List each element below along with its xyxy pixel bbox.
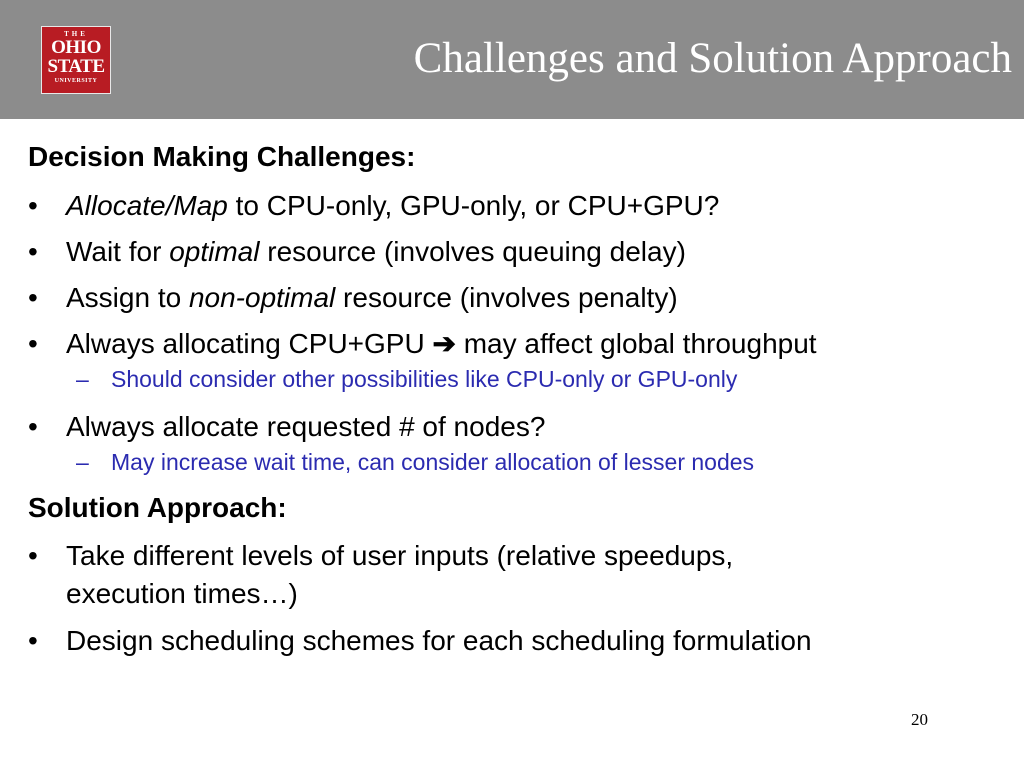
sub-bullet-text: May increase wait time, can consider allocation of lesser nodes	[111, 448, 755, 475]
sub-bullet-dash: –	[76, 365, 89, 392]
bullet-text-pre: Always allocating CPU+GPU	[66, 327, 433, 359]
challenge-bullet-allocate	[28, 187, 1003, 225]
challenge-bullet-assign	[28, 279, 1003, 317]
header-bar	[0, 0, 1024, 119]
bullet-emphasis: non-optimal	[188, 281, 336, 313]
solution-bullet-scheduling	[28, 622, 1003, 660]
sub-bullet-dash: –	[76, 448, 89, 475]
bullet-text: resource (involves penalty)	[335, 281, 678, 313]
slide-number: 20	[911, 710, 928, 729]
bullet-dot: •	[28, 624, 38, 656]
bullet-dot: •	[28, 235, 38, 267]
logo-university: UNIVERSITY	[54, 78, 98, 84]
sub-bullet-text: Should consider other possibilities like CPU-only or GPU-only	[111, 365, 738, 392]
logo-ohio: OHIO	[51, 37, 101, 58]
slide-title: Challenges and Solution Approach	[413, 35, 1012, 82]
challenge-bullet-always-allocating	[28, 325, 1003, 363]
bullet-text: Design scheduling schemes for each scheduling formulation	[66, 624, 812, 656]
right-arrow-icon: ➔	[432, 327, 456, 359]
bullet-text: may affect global throughput	[455, 327, 817, 359]
challenge-bullet-requested-nodes	[28, 408, 1003, 446]
slide-body	[28, 140, 1003, 668]
bullet-emphasis: optimal	[169, 235, 260, 267]
bullet-text-line1: Take different levels of user inputs (relative speedups,	[66, 540, 734, 572]
bullet-dot: •	[28, 540, 38, 572]
bullet-text-pre: Assign to	[66, 281, 189, 313]
bullet-text: resource (involves queuing delay)	[259, 235, 686, 267]
challenges-heading: Decision Making Challenges:	[28, 141, 416, 172]
logo-the: THE	[64, 30, 88, 38]
bullet-text-line2: execution times…)	[66, 578, 298, 610]
bullet-dot: •	[28, 189, 38, 221]
solution-heading: Solution Approach:	[28, 491, 287, 523]
logo-state: STATE	[47, 56, 105, 77]
solution-bullet-user-inputs	[28, 537, 1003, 613]
challenge-bullet-wait	[28, 233, 1003, 271]
sub-bullet-other-possibilities	[28, 365, 1003, 395]
bullet-dot: •	[28, 281, 38, 313]
bullet-text: Always allocate requested # of nodes?	[66, 410, 546, 442]
bullet-dot: •	[28, 327, 38, 359]
bullet-text-pre: Wait for	[66, 235, 170, 267]
bullet-dot: •	[28, 410, 38, 442]
osu-logo	[41, 26, 111, 94]
sub-bullet-wait-time	[28, 448, 1003, 478]
bullet-text: to CPU-only, GPU-only, or CPU+GPU?	[227, 189, 720, 221]
bullet-emphasis: Allocate/Map	[66, 189, 228, 221]
